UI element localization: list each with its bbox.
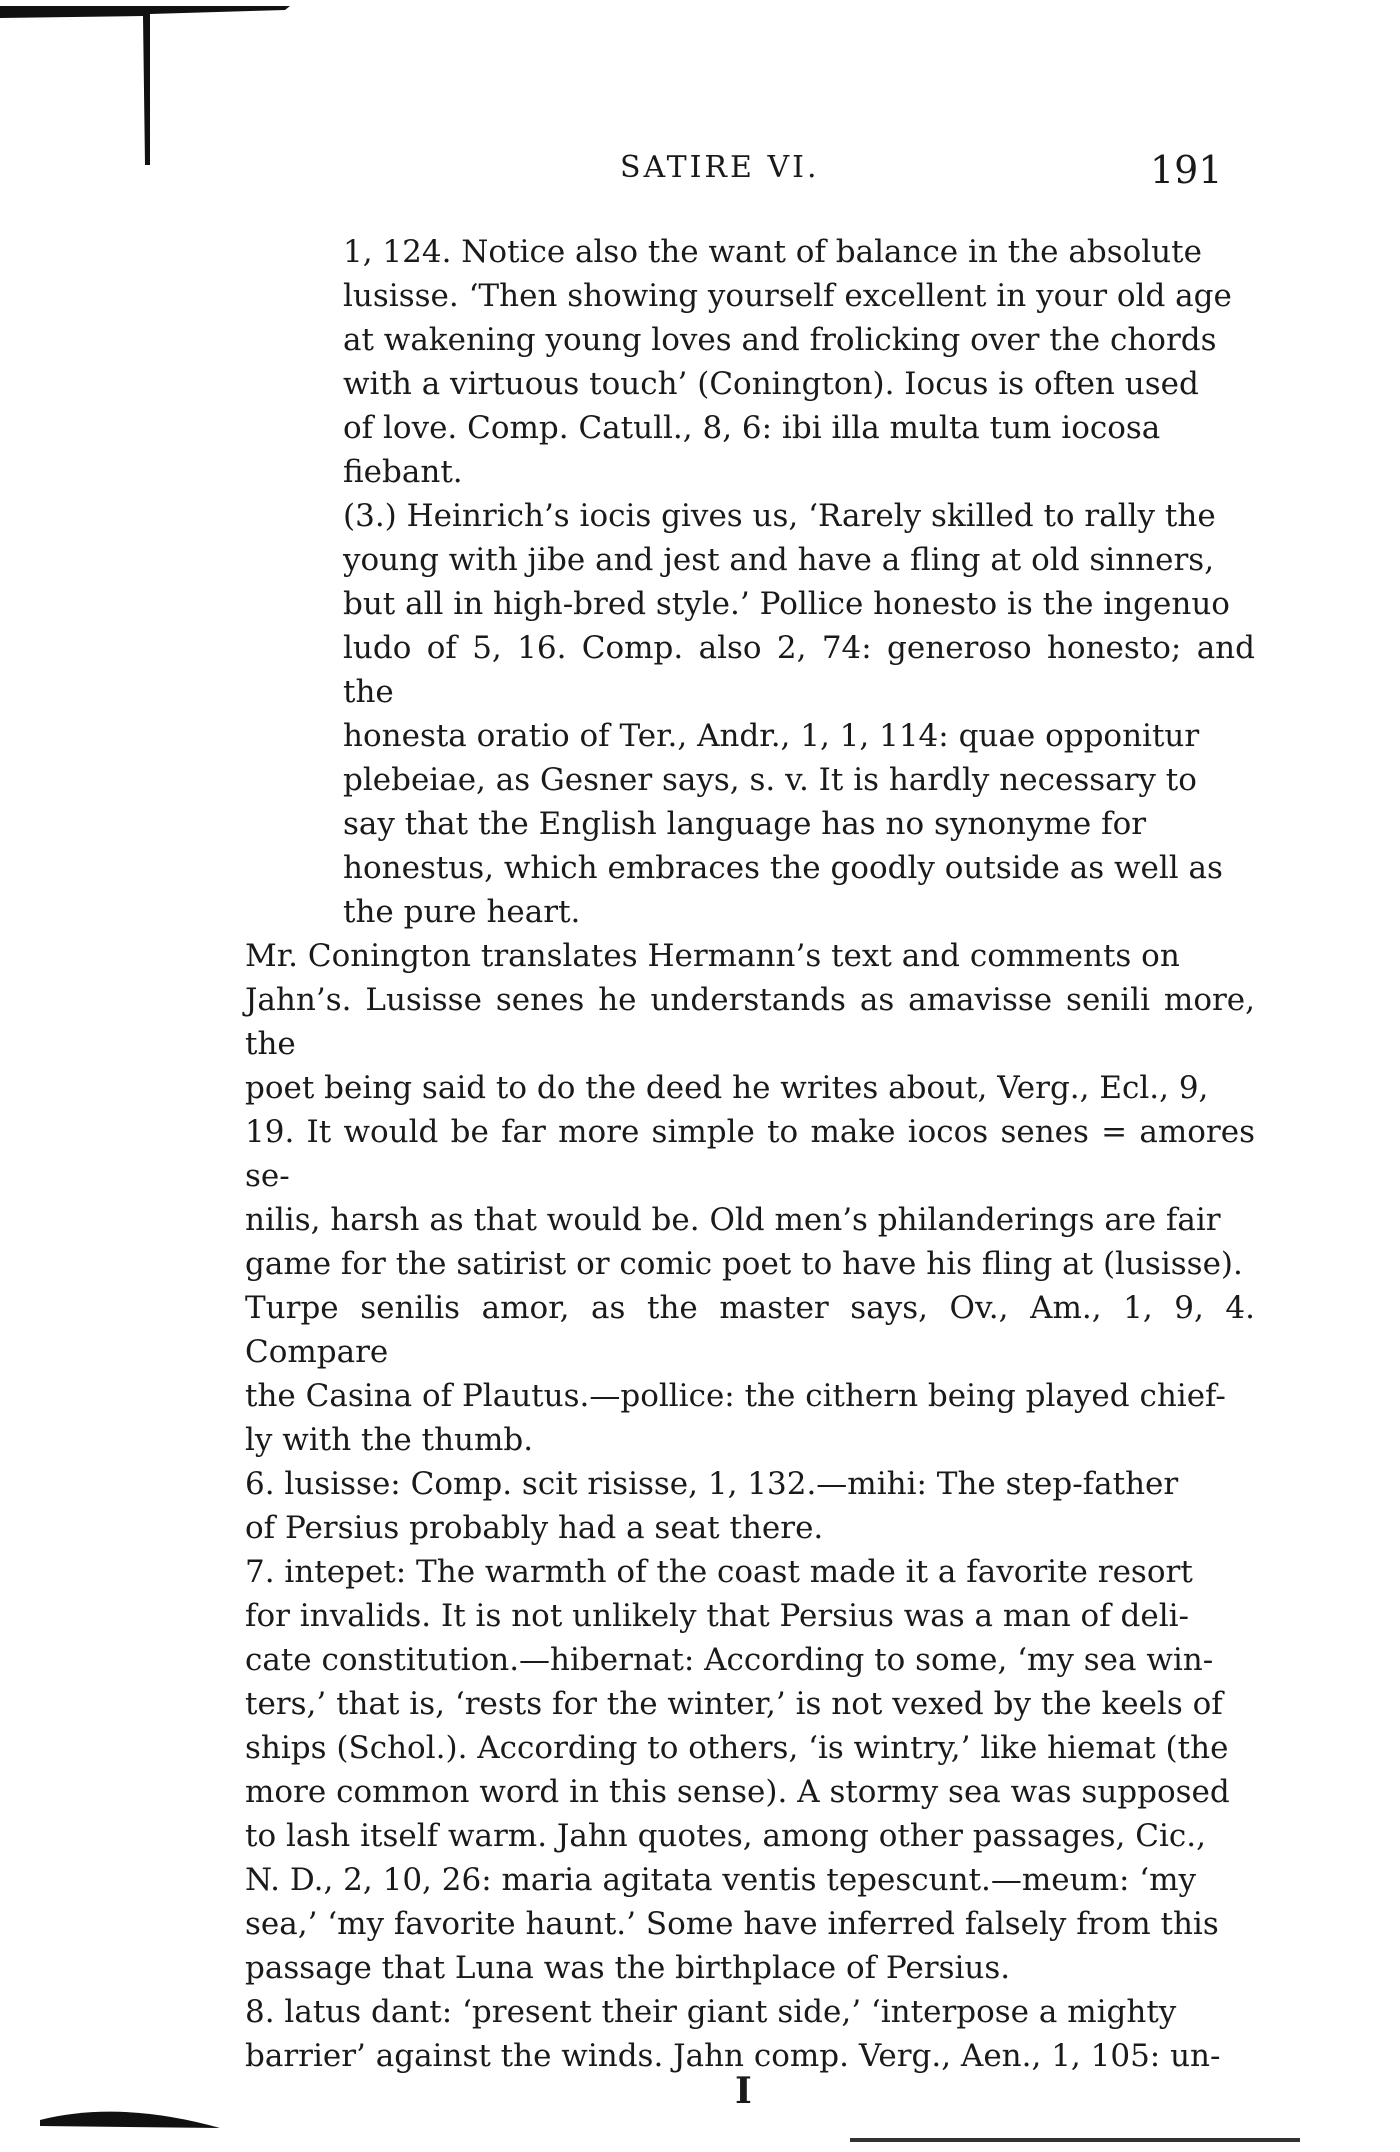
text-line: honesta oratio of Ter., Andr., 1, 1, 114: quae opponitur <box>343 718 1200 754</box>
text-line: with a virtuous touch’ (Conington). Iocus is often used <box>343 366 1199 402</box>
text-line: honestus, which embraces the goodly outside as well as <box>343 850 1223 886</box>
text-line: ters,’ that is, ‘rests for the winter,’ is not vexed by the keels of <box>245 1686 1223 1722</box>
text-line: at wakening young loves and frolicking over the chords <box>343 322 1217 358</box>
text-line: barrier’ against the winds. Jahn comp. Verg., Aen., 1, 105: un- <box>245 2038 1221 2074</box>
text-line: poet being said to do the deed he writes about, Verg., Ecl., 9, <box>245 1070 1209 1106</box>
note-line-8 <box>245 1990 1255 2078</box>
text-line: cate constitution.—hibernat: According to some, ‘my sea win- <box>245 1642 1214 1678</box>
signature-mark: I <box>735 2070 752 2112</box>
text-line: ludo of 5, 16. Comp. also 2, 74: generoso honesto; and the <box>343 630 1255 710</box>
text-line: of Persius probably had a seat there. <box>245 1510 824 1546</box>
bottom-rule <box>850 2138 1300 2142</box>
text-line: 6. lusisse: Comp. scit risisse, 1, 132.—mihi: The step-father <box>245 1466 1179 1502</box>
paragraph-continuation <box>335 230 1255 494</box>
page-body <box>245 230 1255 2078</box>
text-line: N. D., 2, 10, 26: maria agitata ventis tepescunt.—meum: ‘my <box>245 1862 1197 1898</box>
text-line: ships (Schol.). According to others, ‘is wintry,’ like hiemat (the <box>245 1730 1229 1766</box>
text-line: but all in high-bred style.’ Pollice honesto is the ingenuo <box>343 586 1230 622</box>
paragraph-conington <box>245 934 1255 1462</box>
text-line: of love. Comp. Catull., 8, 6: ibi illa multa tum iocosa <box>343 410 1161 446</box>
running-title: SATIRE VI. <box>620 150 820 185</box>
text-line: passage that Luna was the birthplace of Persius. <box>245 1950 1011 1986</box>
text-line: Jahn’s. Lusisse senes he understands as amavisse senili more, the <box>245 982 1255 1062</box>
paragraph-heinrich <box>335 494 1255 934</box>
text-line: the Casina of Plautus.—pollice: the cithern being played chief- <box>245 1378 1226 1414</box>
text-line: more common word in this sense). A stormy sea was supposed <box>245 1774 1230 1810</box>
text-line: young with jibe and jest and have a fling at old sinners, <box>343 542 1215 578</box>
text-line: 1, 124. Notice also the want of balance in the absolute <box>343 234 1202 270</box>
note-line-7 <box>245 1550 1255 1990</box>
text-line: nilis, harsh as that would be. Old men’s philanderings are fair <box>245 1202 1221 1238</box>
text-line: sea,’ ‘my favorite haunt.’ Some have inferred falsely from this <box>245 1906 1219 1942</box>
text-line: to lash itself warm. Jahn quotes, among other passages, Cic., <box>245 1818 1206 1854</box>
text-line: for invalids. It is not unlikely that Persius was a man of deli- <box>245 1598 1190 1634</box>
text-line: game for the satirist or comic poet to have his fling at (lusisse). <box>245 1246 1243 1282</box>
text-line: 19. It would be far more simple to make iocos senes = amores se- <box>245 1114 1255 1194</box>
text-line: lusisse. ‘Then showing yourself excellent in your old age <box>343 278 1232 314</box>
text-line: fiebant. <box>343 454 463 490</box>
page-number: 191 <box>1150 148 1223 192</box>
text-line: say that the English language has no synonyme for <box>343 806 1147 842</box>
corner-bracket-top-left <box>0 0 300 170</box>
text-line: 8. latus dant: ‘present their giant side,’ ‘interpose a mighty <box>245 1994 1177 2030</box>
text-line: 7. intepet: The warmth of the coast made it a favorite resort <box>245 1554 1193 1590</box>
corner-bracket-bottom-left <box>0 2070 230 2140</box>
text-line: the pure heart. <box>343 894 581 930</box>
text-line: Mr. Conington translates Hermann’s text and comments on <box>245 938 1180 974</box>
note-line-6 <box>245 1462 1255 1550</box>
text-line: Turpe senilis amor, as the master says, Ov., Am., 1, 9, 4. Compare <box>245 1290 1255 1370</box>
text-line: plebeiae, as Gesner says, s. v. It is hardly necessary to <box>343 762 1197 798</box>
text-line: ly with the thumb. <box>245 1422 534 1458</box>
text-line: (3.) Heinrich’s iocis gives us, ‘Rarely skilled to rally the <box>343 498 1216 534</box>
